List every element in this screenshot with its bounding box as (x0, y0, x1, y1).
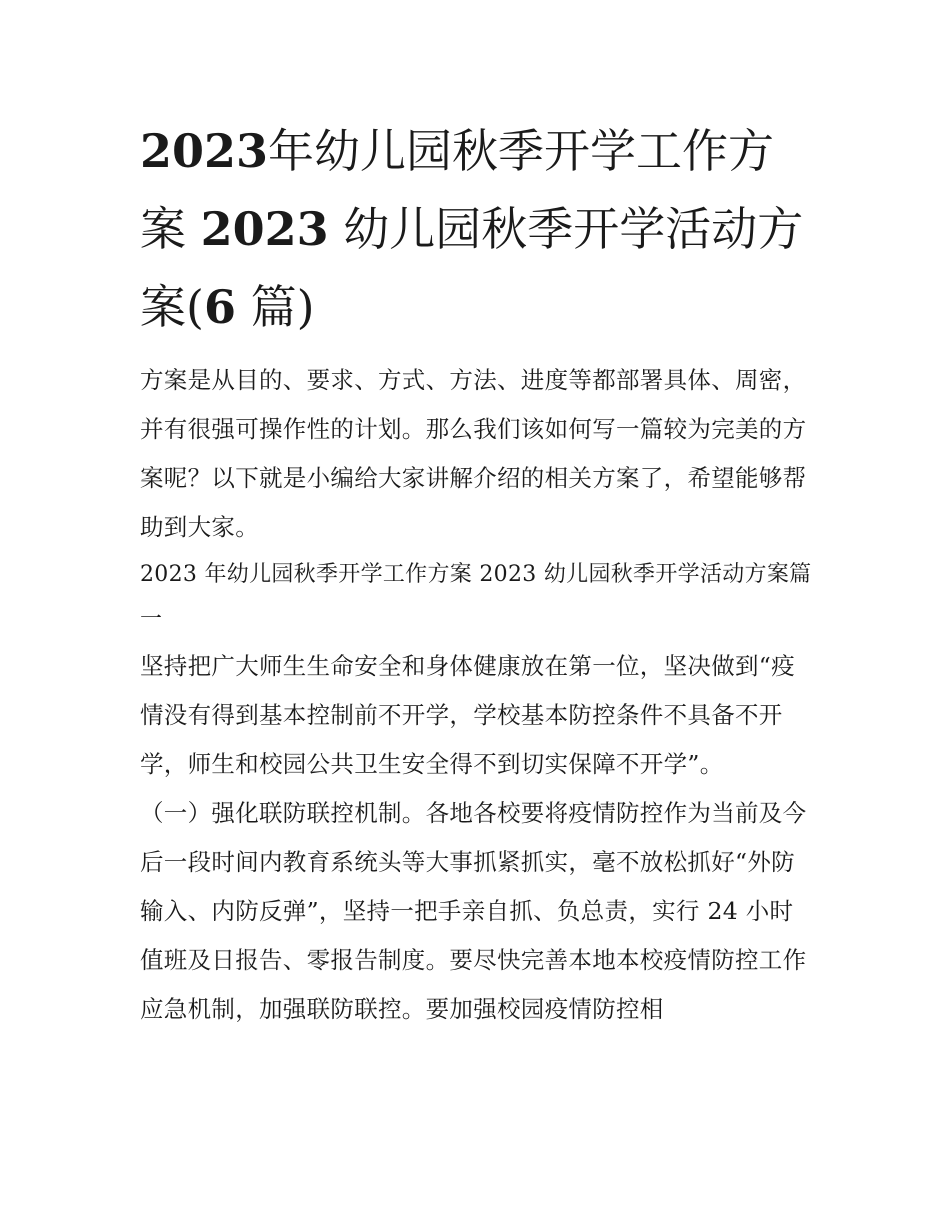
body-paragraph-2: （一）强化联防联控机制。各地各校要将疫情防控作为当前及今后一段时间内教育系统头等大事抓紧抓实，毫不放松抓好“外防输入、内防反弹”，坚持一把手亲自抓、负总责，实行 24 小时值班及日报告、零报告制度。要尽快完善本地本校疫情防控工作应急机制，加强联防联控。要加强校园疫情防控相 (140, 799, 807, 1023)
title-year: 2023 (140, 124, 269, 178)
title-year-2: 2023 (200, 202, 329, 256)
title-count: 6 (203, 280, 236, 334)
intro-paragraph: 方案是从目的、要求、方式、方法、进度等都部署具体、周密，并有很强可操作性的计划。那么我们该如何写一篇较为完美的方案呢？以下就是小编给大家讲解介绍的相关方案了，希望能够帮助到大家。 (140, 366, 807, 541)
title-text-3: 篇) (235, 280, 315, 334)
section-heading: 2023 年幼儿园秋季开学工作方案 2023 幼儿园秋季开学活动方案篇一 (140, 562, 812, 632)
title-text-1: 年幼儿园秋季开学工作方案 (140, 124, 775, 256)
body-paragraph-1: 坚持把广大师生生命安全和身体健康放在第一位，坚决做到“疫情没有得到基本控制前不开学，学校基本防控条件不具备不开学，师生和校园公共卫生安全得不到切实保障不开学”。 (140, 652, 795, 778)
document-title (140, 112, 815, 346)
title-text-2: 幼儿园秋季开学活动方案( (140, 202, 804, 334)
document-page (140, 112, 815, 1034)
